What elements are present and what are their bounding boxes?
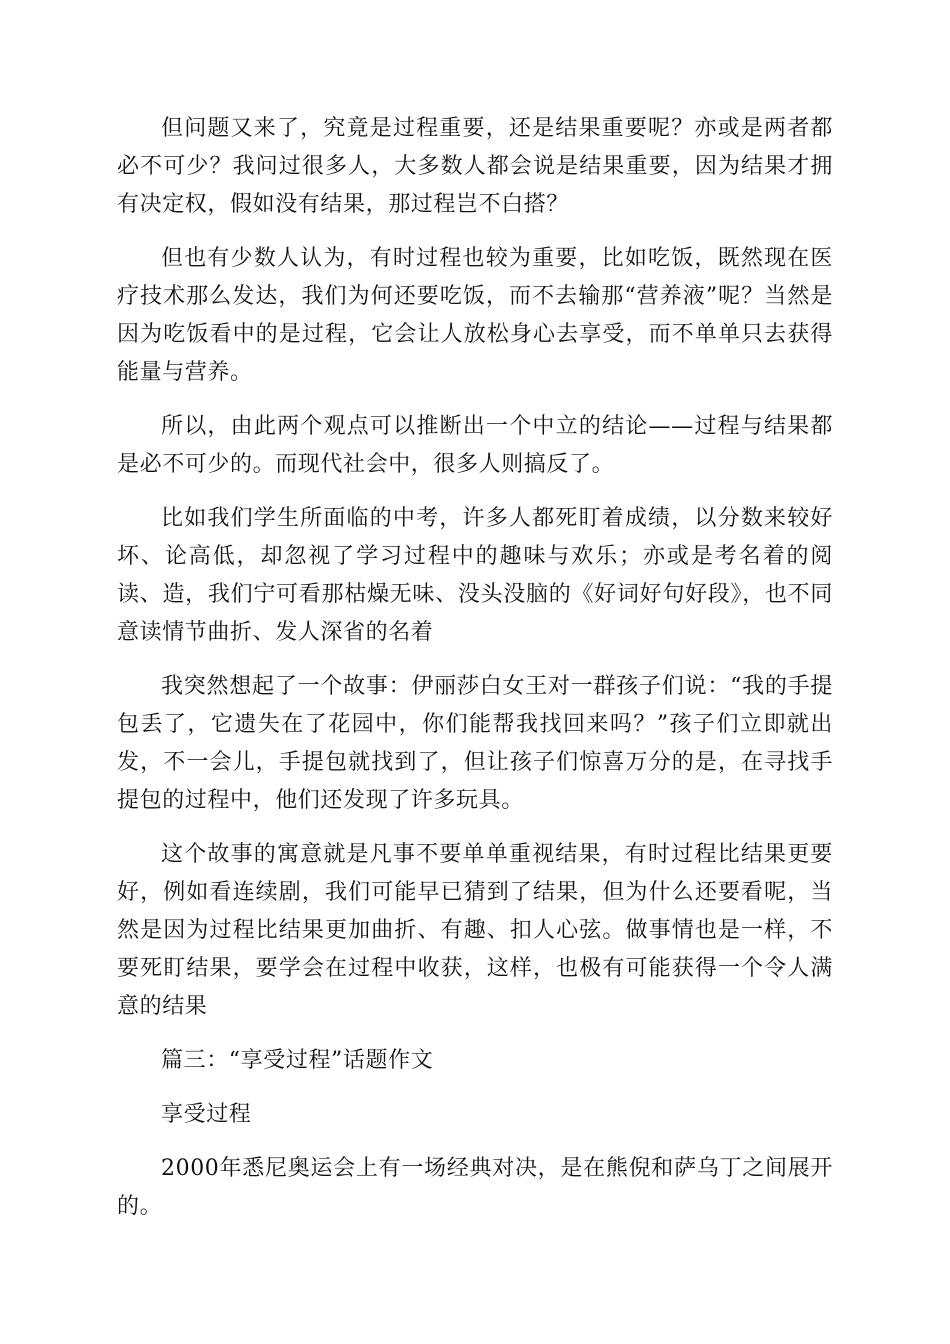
paragraph-queen-story: 我突然想起了一个故事：伊丽莎白女王对一群孩子们说：“我的手提包丢了，它遗失在了花园中，你们能帮我找回来吗？”孩子们立即就出发，不一会儿，手提包就找到了，但让孩子们惊喜万分的是，在寻找手提包的过程中，他们还发现了许多玩具。 (117, 674, 833, 813)
essay-title: 享受过程 (161, 1102, 252, 1127)
paragraph-eating-example: 但也有少数人认为，有时过程也较为重要，比如吃饭，既然现在医疗技术那么发达，我们为何还要吃饭，而不去输那“营养液”呢？当然是因为吃饭看中的是过程，它会让人放松身心去享受，而不单单只去获得能量与营养。 (117, 246, 833, 385)
paragraph-exam-example: 比如我们学生所面临的中考，许多人都死盯着成绩，以分数来较好坏、论高低，却忽视了学习过程中的趣味与欢乐；亦或是考名着的阅读、造，我们宁可看那枯燥无味、没头没脑的《好词好句好段》，也不同意读情节曲折、发人深省的名着 (117, 506, 833, 645)
section-heading-essay-three: 篇三：“享受过程”话题作文 (161, 1048, 434, 1073)
document-page (117, 110, 833, 1226)
paragraph-neutral-conclusion: 所以，由此两个观点可以推断出一个中立的结论——过程与结果都是必不可少的。而现代社会中，很多人则搞反了。 (117, 414, 833, 477)
paragraph-process-or-result: 但问题又来了，究竟是过程重要，还是结果重要呢？亦或是两者都必不可少？我问过很多人，大多数人都会说是结果重要，因为结果才拥有决定权，假如没有结果，那过程岂不白搭？ (117, 116, 833, 217)
paragraph-story-moral: 这个故事的寓意就是凡事不要单单重视结果，有时过程比结果更要好，例如看连续剧，我们可能早已猜到了结果，但为什么还要看呢，当然是因为过程比结果更加曲折、有趣、扣人心弦。做事情也是一样，不要死盯结果，要学会在过程中收获，这样，也极有可能获得一个令人满意的结果 (117, 842, 833, 1019)
paragraph-olympics-opening: 2000年悉尼奥运会上有一场经典对决，是在熊倪和萨乌丁之间展开的。 (117, 1156, 833, 1219)
